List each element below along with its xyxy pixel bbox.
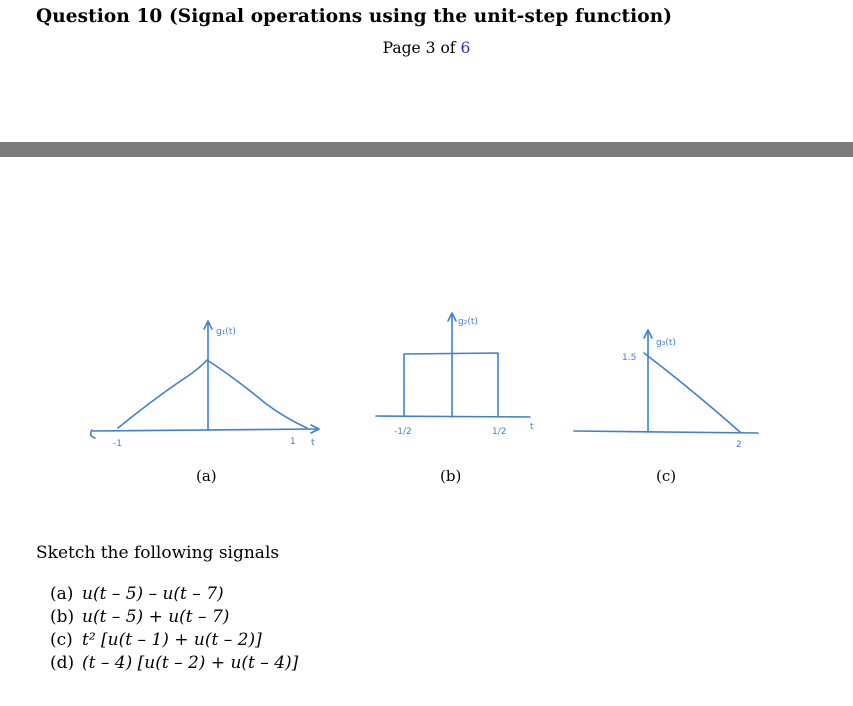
page-of: of <box>440 39 456 57</box>
caption-c: (c) <box>656 467 677 485</box>
task-item <box>50 652 298 675</box>
page-current: 3 <box>425 39 436 57</box>
task-item-label: (d) <box>50 653 75 673</box>
tick-right-a: 1 <box>290 437 296 447</box>
task-list <box>50 583 298 675</box>
task-item-label: (b) <box>50 607 75 627</box>
task-item-expr: u(t – 5) + u(t – 7) <box>82 607 230 627</box>
axis-var-a: t <box>311 438 315 448</box>
tick-right-b: 1/2 <box>492 427 507 437</box>
signal-label-b: g₂(t) <box>458 317 478 327</box>
sketch-a <box>85 318 325 458</box>
caption-b: (b) <box>440 467 462 485</box>
signal-label-a: g₁(t) <box>216 327 236 337</box>
tick-right-c: 2 <box>736 440 742 450</box>
page-total-link[interactable]: 6 <box>460 39 471 57</box>
task-item-expr: u(t – 5) – u(t – 7) <box>82 584 224 604</box>
task-item <box>50 629 298 652</box>
task-item-label: (a) <box>50 584 74 604</box>
caption-a: (a) <box>196 467 217 485</box>
tick-left-b: -1/2 <box>394 427 412 437</box>
sketch-c <box>570 318 770 458</box>
axis-var-b: t <box>530 422 534 432</box>
tick-left-a: -1 <box>113 439 122 449</box>
task-item <box>50 606 298 629</box>
task-lead: Sketch the following signals <box>36 543 280 563</box>
question-title: Question 10 (Signal operations using the unit-step function) <box>36 6 673 27</box>
y-mark-c: 1.5 <box>622 353 637 363</box>
task-item-label: (c) <box>50 630 73 650</box>
task-item <box>50 583 298 606</box>
page-indicator <box>0 39 853 57</box>
page-prefix: Page <box>382 39 421 57</box>
sketch-b <box>370 305 550 455</box>
page-divider <box>0 142 853 157</box>
signal-label-c: g₃(t) <box>656 338 676 348</box>
task-item-expr: (t – 4) [u(t – 2) + u(t – 4)] <box>82 653 299 673</box>
task-item-expr: t² [u(t – 1) + u(t – 2)] <box>82 630 262 650</box>
